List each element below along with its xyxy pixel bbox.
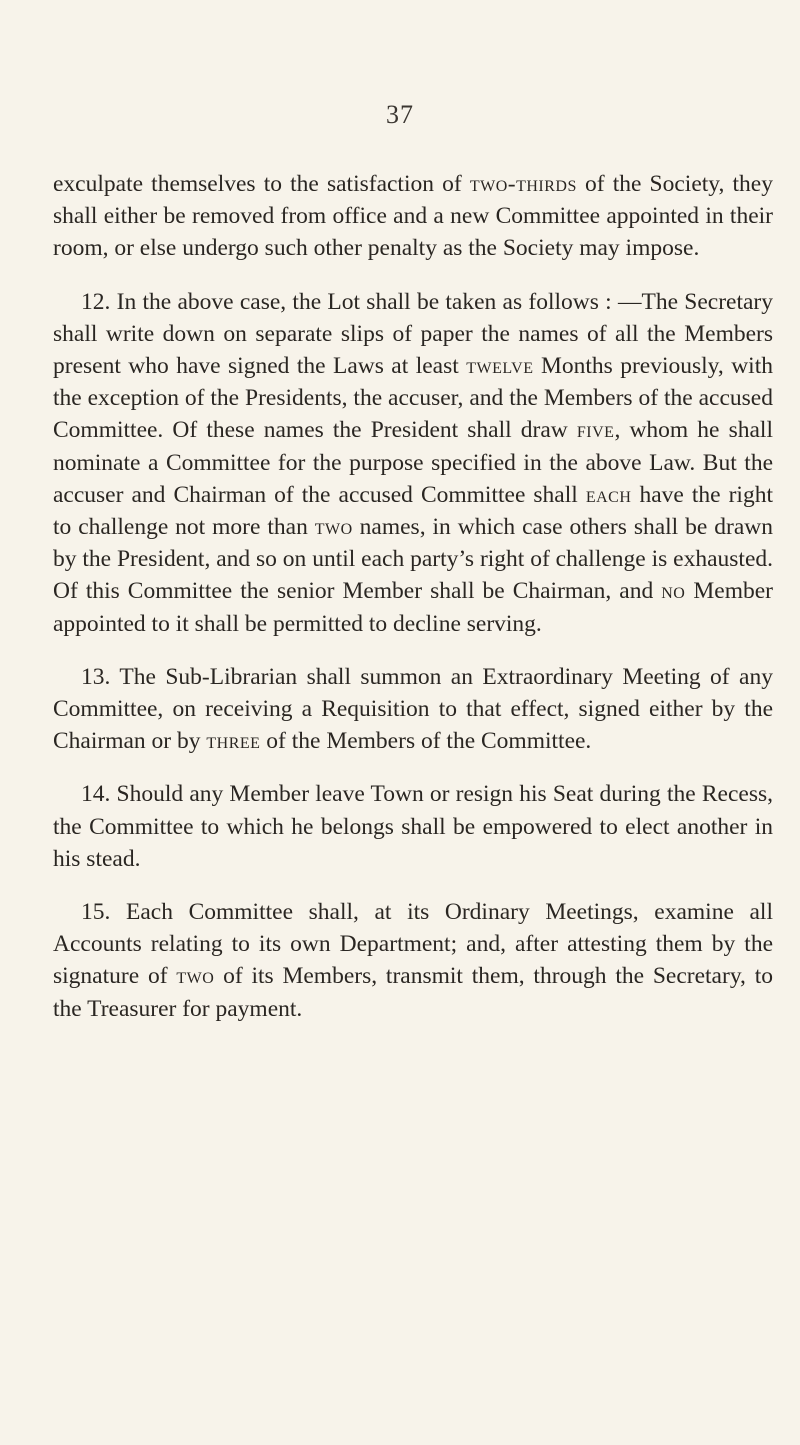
page-number: 37 — [386, 100, 414, 129]
smallcaps-segment: three — [206, 728, 261, 755]
text-segment: 13. The Sub-Librarian shall summon an Extraordinary Meeting of any Committee, on receiving a Requisition to that effect, signed either by the Chairman or by — [53, 663, 773, 755]
text-segment: of the Members of the Committee. — [260, 728, 592, 755]
page-body — [53, 168, 773, 1025]
paragraph-rule-15 — [53, 896, 773, 1025]
text-segment: Months previously, with the exception of the Presidents, the accuser, and the Members of the accused Committee. Of these names the President shall draw — [53, 353, 773, 444]
smallcaps-segment: each — [585, 481, 632, 508]
smallcaps-segment: twelve — [466, 353, 534, 380]
text-segment: have the right to challenge not more than — [53, 481, 773, 541]
paragraph-rule-13 — [53, 661, 773, 758]
paragraph-continuation — [53, 168, 773, 265]
smallcaps-segment: two — [314, 514, 353, 541]
smallcaps-segment: no — [661, 578, 686, 605]
text-segment: exculpate themselves to the satisfaction of — [53, 171, 470, 197]
text-segment: Member appointed to it shall be permitted to decline serving. — [53, 578, 773, 637]
text-segment: , whom he shall nominate a Committee for the purpose specified in the above Law. But the accuser and Chairman of the accused Committee shall — [53, 417, 773, 508]
text-segment: 12. In the above case, the Lot shall be taken as follows : —The Secretary shall write down on separate slips of paper the names of all the Members present who have signed the Laws at least — [53, 288, 773, 380]
text-segment: of its Members, transmit them, through the Secretary, to the Treasurer for payment. — [53, 963, 773, 1022]
paragraph-rule-12 — [53, 286, 773, 640]
text-segment: 15. Each Committee shall, at its Ordinary Meetings, examine all Accounts relating to its own Department; and, after attesting them by the signature of — [53, 899, 773, 990]
text-segment: of the Society, they shall either be removed from office and a new Committee appointed in their room, or else undergo such other penalty as the Society may impose. — [53, 171, 773, 262]
paragraph-rule-14 — [53, 778, 773, 875]
smallcaps-segment: two-thirds — [469, 171, 577, 197]
smallcaps-segment: two — [176, 963, 215, 990]
text-segment: 14. Should any Member leave Town or resign his Seat during the Recess, the Committee to which he belongs shall be empowered to elect another in his stead. — [53, 781, 773, 872]
text-segment: names, in which case others shall be drawn by the President, and so on until each party’s right of challenge is exhausted. Of this Committee the senior Member shall be Chairman, and — [53, 514, 773, 605]
smallcaps-segment: five — [576, 417, 615, 444]
